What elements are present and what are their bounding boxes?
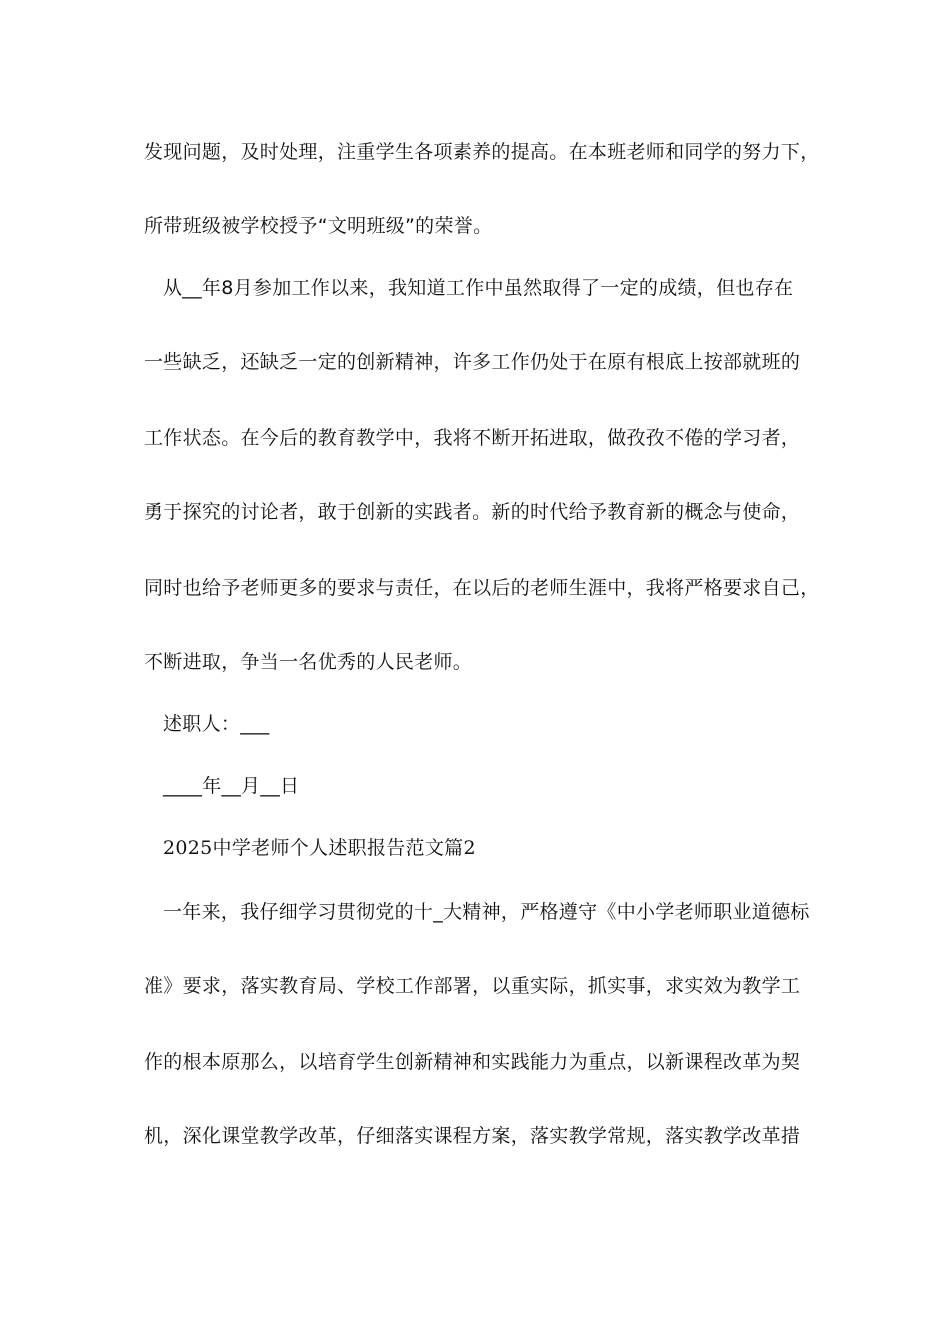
paragraph-line: 勇于探究的讨论者，敢于创新的实践者。新的时代给予教育新的概念与使命， — [144, 501, 801, 523]
paragraph-line: 同时也给予老师更多的要求与责任，在以后的老师生涯中，我将严格要求自己， — [144, 577, 820, 599]
section-heading: 2025中学老师个人述职报告范文篇2 — [163, 837, 476, 859]
paragraph-line: 准》要求，落实教育局、学校工作部署，以重实际，抓实事，求实效为教学工 — [144, 975, 801, 997]
paragraph-line: 从__年8月参加工作以来，我知道工作中虽然取得了一定的成绩，但也存在 — [163, 277, 794, 299]
paragraph-line: 所带班级被学校授予“文明班级”的荣誉。 — [144, 215, 493, 237]
paragraph-line: 作的根本原那么，以培育学生创新精神和实践能力为重点，以新课程改革为契 — [144, 1051, 801, 1073]
paragraph-line: 工作状态。在今后的教育教学中，我将不断开拓进取，做孜孜不倦的学习者， — [144, 427, 801, 449]
date-line: ____年__月__日 — [163, 775, 300, 797]
paragraph-line: 不断进取，争当一名优秀的人民老师。 — [144, 651, 473, 673]
paragraph-line: 一年来，我仔细学习贯彻党的十_大精神，严格遵守《中小学老师职业道德标 — [163, 901, 810, 923]
reporter-signature-line: 述职人：___ — [163, 713, 270, 735]
paragraph-line: 发现问题，及时处理，注重学生各项素养的提高。在本班老师和同学的努力下， — [144, 141, 820, 163]
paragraph-line: 一些缺乏，还缺乏一定的创新精神，许多工作仍处于在原有根底上按部就班的 — [144, 351, 801, 373]
paragraph-line: 机，深化课堂教学改革，仔细落实课程方案，落实教学常规，落实教学改革措 — [144, 1125, 801, 1147]
